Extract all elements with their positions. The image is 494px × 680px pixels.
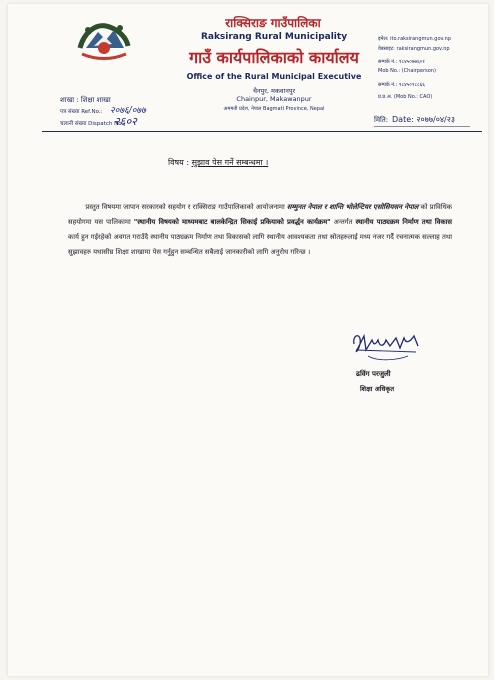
date-underline [374,126,470,127]
body-program-name: "स्थानीय विषयको माध्यमबाट बालकेन्द्रित सिकाई प्रकियाको प्रवर्द्धन कार्यक्रम" [133,218,331,226]
address-nepali: चैनपुर, मकवानपुर [252,87,296,95]
ref-value: २०७६/०७७ [110,106,146,116]
signatory-name: ढविंग परजुली [356,370,391,378]
header-divider [42,131,482,132]
office-name-english: Office of the Rural Municipal Executive [186,72,362,81]
dispatch-label: चलानी संख्या Dispatch No.: [60,121,126,127]
letter-body [68,200,452,260]
contact-phone-cao-label: प्र.प्र.अ. (Mob No.: CAO) [378,94,433,100]
subject-text: सुझाव पेस गर्ने सम्बन्धमा । [191,158,269,167]
nepal-emblem-icon [76,18,132,62]
municipality-name-english: Raksirang Rural Municipality [200,32,348,42]
contact-phone-cao: सम्पर्क नं.: ९८४५०९८८६६ [378,82,425,88]
municipality-name-nepali: राक्सिराङ गाउँपालिका [225,16,321,30]
contact-phone-chair: सम्पर्क नं.: ९८४५०७७६०१ [378,59,425,65]
handwritten-signature [348,330,424,366]
date-value: Date: २०७७/०४/२३ [392,115,456,124]
letter-page [8,4,488,676]
subject-line [168,157,268,168]
province-line: अममती प्रदेश, नेपाल Bagmati Province, Nepal [223,106,325,112]
body-curriculum: स्थानीय पाठ्यक्रम निर्माण तथा विकास [355,218,453,226]
body-request: कार्य हुन गईरहेको अवगत गराउँदै स्थानीय पाठ्यक्रम निर्माण तथा विकासको लागि स्थानीय आवश्यकता तथा स्रोतहरुलाई मध्य नजर गर्दै रचनात्मक सल्लाह तथा सुझावहरु यथासीघ्र शिक्षा शाखामा पेस गर्नुहुन सम्बन्धित सबैलाई जानकारीको लागि अनुरोध गरिन्छ । [68,233,452,256]
body-organisation: सम्मुनत नेपाल र शान्ति भोलेन्टियर एसोसियसन नेपाल [286,203,419,211]
date-label-nepali: मिति: [374,116,389,124]
body-part2: को प्राविधिक सहयोगमा यस पालिकामा [68,203,452,226]
subject-label: विषय : [168,158,190,167]
dispatch-value: २६०२ [114,115,137,128]
contact-website: वेबसाइट: raksirangmun.gov.np [378,46,450,52]
office-name-nepali: गाउँ कार्यपालिकाको कार्यालय [189,48,359,67]
contact-email: इमेल: ito.raksirangmun.gov.np [378,36,452,42]
contact-phone-chair-label: Mob No.: (Chairperson) [378,68,436,74]
branch-label: शाखा : शिक्षा शाखा [60,96,111,104]
address-english: Chainpur, Makawanpur [236,95,312,103]
body-part3: अन्तर्गत [330,218,356,226]
body-intro: प्रस्तुत विषयमा जापान सरकारको सहयोग र राक्सिराङ गाउँपालिकाको आयोजनामा [85,203,287,211]
signatory-title: शिक्षा अधिकृत [360,385,395,393]
ref-label: पत्र संख्या Ref.No.: [60,109,103,115]
